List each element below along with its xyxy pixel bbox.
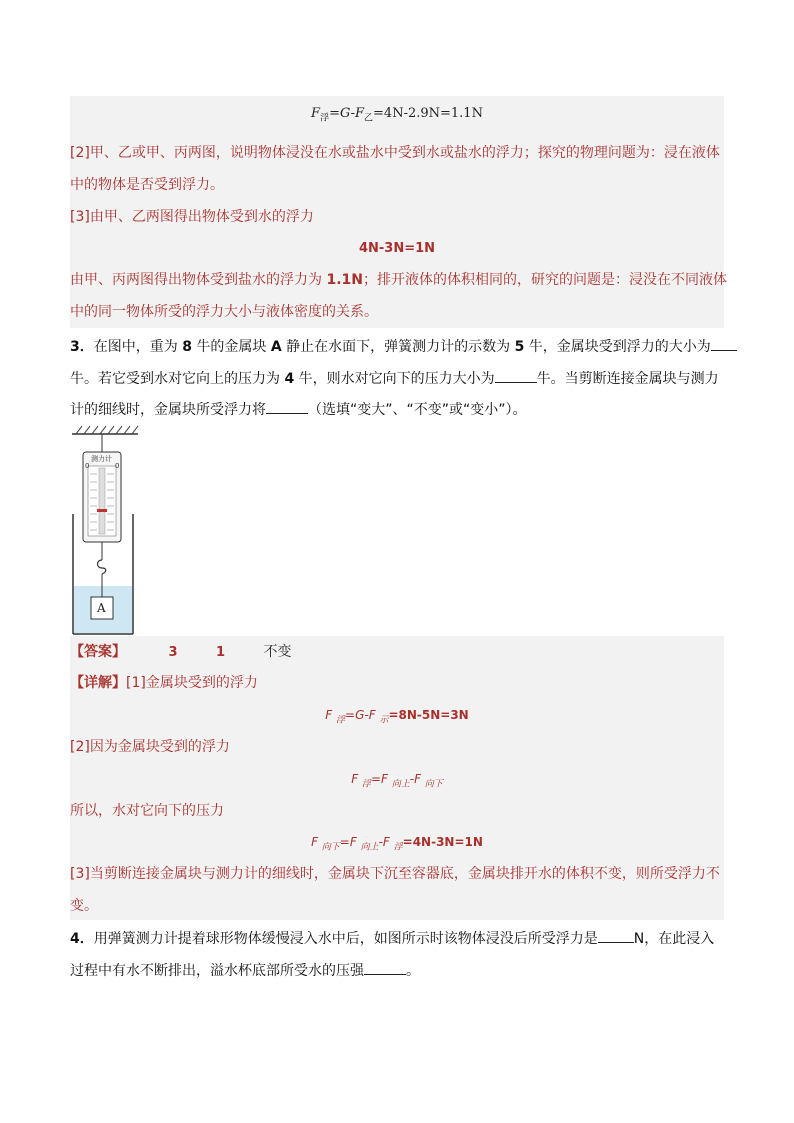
buoyancy-formula-1: $F_浮=G-F_乙=4N-2.9N=1.1N$ xyxy=(311,106,483,124)
answer-row: 【答案】 3 1 不变 xyxy=(70,642,724,663)
detail-paragraph-4-line-2: 变。 xyxy=(70,898,98,914)
question-3-line-2: 牛。若它受到水对它向上的压力为 4 牛，则水对它向下的压力大小为 牛。当剪断连接金属块与测力 xyxy=(70,368,724,389)
spring-scale-figure xyxy=(70,422,140,636)
solution-paragraph-3-line-3: 中的同一物体所受的浮力大小与液体密度的关系。 xyxy=(70,304,378,320)
answer-blank-2[interactable] xyxy=(495,368,537,383)
detail-formula-2: F $_浮$=F $_{向上}$-F $_{向下}$ xyxy=(351,772,443,790)
solution-paragraph-3-line-2: 由甲、丙两图得出物体受到盐水的浮力为 1.1N；排开液体的体积相同的，研究的问题是：浸没在不同液体 xyxy=(70,272,727,288)
detail-formula-1: F $_浮$=G-F $_示$=8N-5N=3N xyxy=(325,708,469,726)
solution-paragraph-2-line-1: [2]甲、乙或甲、丙两图，说明物体浸没在水或盐水中受到水或盐水的浮力；探究的物理问题为：浸在液体 xyxy=(70,145,720,161)
detail-paragraph-3: 所以，水对它向下的压力 xyxy=(70,803,224,819)
block-a-label: A xyxy=(97,601,106,615)
answer-value-3: 不变 xyxy=(263,644,292,660)
solution-paragraph-2-line-2: 中的物体是否受到浮力。 xyxy=(70,177,224,193)
answer-value-1: 3 xyxy=(168,645,178,660)
question-3-line-3: 计的细线时，金属块所受浮力将 （选填“变大”、“不变”或“变小”）。 xyxy=(70,399,724,420)
solution-formula-water-buoyancy: 4N-3N=1N xyxy=(358,241,436,256)
detail-formula-3: F $_{向下}$=F $_{向上}$-F $_浮$=4N-3N=1N xyxy=(311,835,483,853)
question-4-line-2: 过程中有水不断排出，溢水杯底部所受水的压强 。 xyxy=(70,960,724,981)
scale-zero-left: 0 xyxy=(85,462,90,470)
detail-paragraph-4-line-1: [3]当剪断连接金属块与测力计的细线时，金属块下沉至容器底，金属块排开水的体积不变，则所受浮力不 xyxy=(70,866,720,882)
question-3-line-1: 3．在图中，重为 8 牛的金属块 A 静止在水面下，弹簧测力计的示数为 5 牛，金属块受到浮力的大小为 xyxy=(70,336,724,357)
detail-paragraph-2: [2]因为金属块受到的浮力 xyxy=(70,739,230,755)
question-4-line-1: 4．用弹簧测力计提着球形物体缓慢浸入水中后，如图所示时该物体浸没后所受浮力是 N，在此浸入 xyxy=(70,928,724,949)
detail-paragraph-1: 【详解】[1]金属块受到的浮力 xyxy=(70,675,258,691)
scale-zero-right: 0 xyxy=(115,462,120,470)
answer-blank-4[interactable] xyxy=(598,928,634,943)
answer-blank-3[interactable] xyxy=(266,399,308,414)
answer-blank-1[interactable] xyxy=(711,336,737,351)
meter-label: 测力计 xyxy=(91,455,112,463)
solution-paragraph-3-line-1: [3]由甲、乙两图得出物体受到水的浮力 xyxy=(70,209,314,225)
answer-value-2: 1 xyxy=(215,645,225,660)
answer-blank-5[interactable] xyxy=(364,960,406,975)
